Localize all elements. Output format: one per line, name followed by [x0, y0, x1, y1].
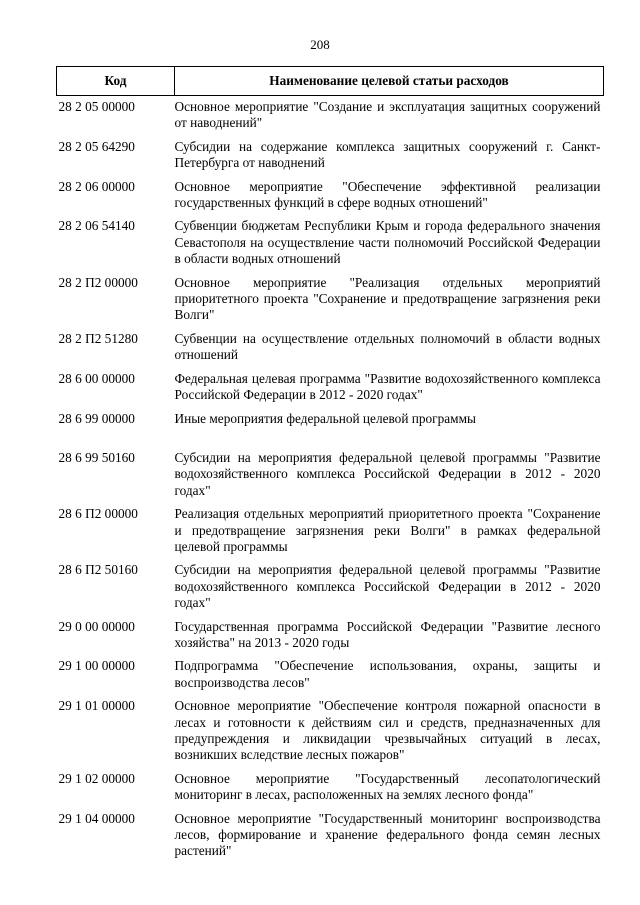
table-row [57, 215, 604, 271]
row-code: 28 6 П2 00000 [58, 506, 138, 522]
row-name: Субсидии на мероприятия федеральной целевой программы "Развитие водохозяйственного комплекса Российской Федерации в 2012 - 2020 годах" [174, 562, 601, 611]
table-row [57, 503, 604, 559]
row-name: Субвенции на осуществление отдельных полномочий в области водных отношений [174, 330, 601, 363]
table-row [57, 768, 604, 808]
row-code: 28 6 00 00000 [58, 370, 135, 386]
row-name: Основное мероприятие "Государственный лесопатологический мониторинг в лесах, расположенных на землях лесного фонда" [174, 770, 601, 803]
row-name: Подпрограмма "Обеспечение использования, охраны, защиты и воспроизводства лесов" [174, 658, 601, 690]
row-code: 28 2 05 64290 [58, 138, 135, 154]
table-row [57, 136, 604, 176]
row-name: Основное мероприятие "Обеспечение контроля пожарной опасности в лесах и готовности к действиям сил и средств, предназначенных для предупреждения и ликвидации чрезвычайных ситуаций в лесах, возникших вследствие лесных пожаров" [174, 698, 601, 763]
table-row [57, 176, 604, 216]
table-row [57, 559, 604, 615]
table-row [57, 408, 604, 447]
table-body [57, 96, 604, 864]
row-name: Основное мероприятие "Реализация отдельных мероприятий приоритетного проекта "Сохранение и предотвращение загрязнения реки Волги" [174, 274, 601, 323]
row-name: Субсидии на мероприятия федеральной целевой программы "Развитие водохозяйственного комплекса Российской Федерации в 2012 - 2020 годах" [174, 449, 601, 498]
row-code: 29 1 02 00000 [58, 770, 135, 786]
row-name: Федеральная целевая программа "Развитие водохозяйственного комплекса Российской Федерации в 2012 - 2020 годах" [174, 370, 601, 403]
table-row [57, 272, 604, 328]
table-row [57, 655, 604, 695]
row-name: Основное мероприятие "Обеспечение эффективной реализации государственных функций в сфере водных отношений" [174, 178, 601, 211]
row-name: Основное мероприятие "Создание и эксплуатация защитных сооружений от наводнений" [174, 99, 601, 131]
row-code: 29 0 00 00000 [58, 618, 135, 634]
table-row [57, 368, 604, 408]
table-row [57, 96, 604, 136]
row-code: 29 1 04 00000 [58, 810, 135, 826]
row-name: Государственная программа Российской Федерации "Развитие лесного хозяйства" на 2013 - 2020 годы [174, 618, 601, 650]
page-number: 208 [310, 37, 330, 52]
row-name: Реализация отдельных мероприятий приоритетного проекта "Сохранение и предотвращение загрязнения реки Волги" в рамках федеральной целевой программы [174, 506, 601, 554]
row-code: 28 6 99 00000 [58, 410, 135, 426]
row-code: 28 2 06 00000 [58, 178, 135, 194]
row-name: Субсидии на содержание комплекса защитных сооружений г. Санкт-Петербурга от наводнений [174, 138, 601, 171]
table-row [57, 328, 604, 368]
header-code: Код [57, 67, 175, 96]
row-name: Основное мероприятие "Государственный мониторинг воспроизводства лесов, формирование и хранение федерального фонда семян лесных растений" [174, 810, 601, 859]
row-code: 29 1 01 00000 [58, 698, 135, 714]
table-row [57, 808, 604, 864]
row-code: 28 2 05 00000 [58, 99, 135, 114]
table-row [57, 695, 604, 768]
budget-codes-table [56, 66, 604, 864]
table-row [57, 447, 604, 503]
row-code: 28 6 П2 50160 [58, 562, 138, 578]
row-name: Иные мероприятия федеральной целевой программы [174, 410, 476, 426]
row-code: 29 1 00 00000 [58, 658, 135, 674]
row-code: 28 2 П2 51280 [58, 330, 138, 346]
row-code: 28 6 99 50160 [58, 449, 135, 465]
row-code: 28 2 06 54140 [58, 218, 135, 234]
table-header-row [57, 67, 604, 96]
row-name: Субвенции бюджетам Республики Крым и города федерального значения Севастополя на осуществление части полномочий Российской Федерации в области водных отношений [174, 218, 601, 267]
header-name: Наименование целевой статьи расходов [175, 67, 604, 96]
table-row [57, 616, 604, 656]
row-code: 28 2 П2 00000 [58, 274, 138, 290]
